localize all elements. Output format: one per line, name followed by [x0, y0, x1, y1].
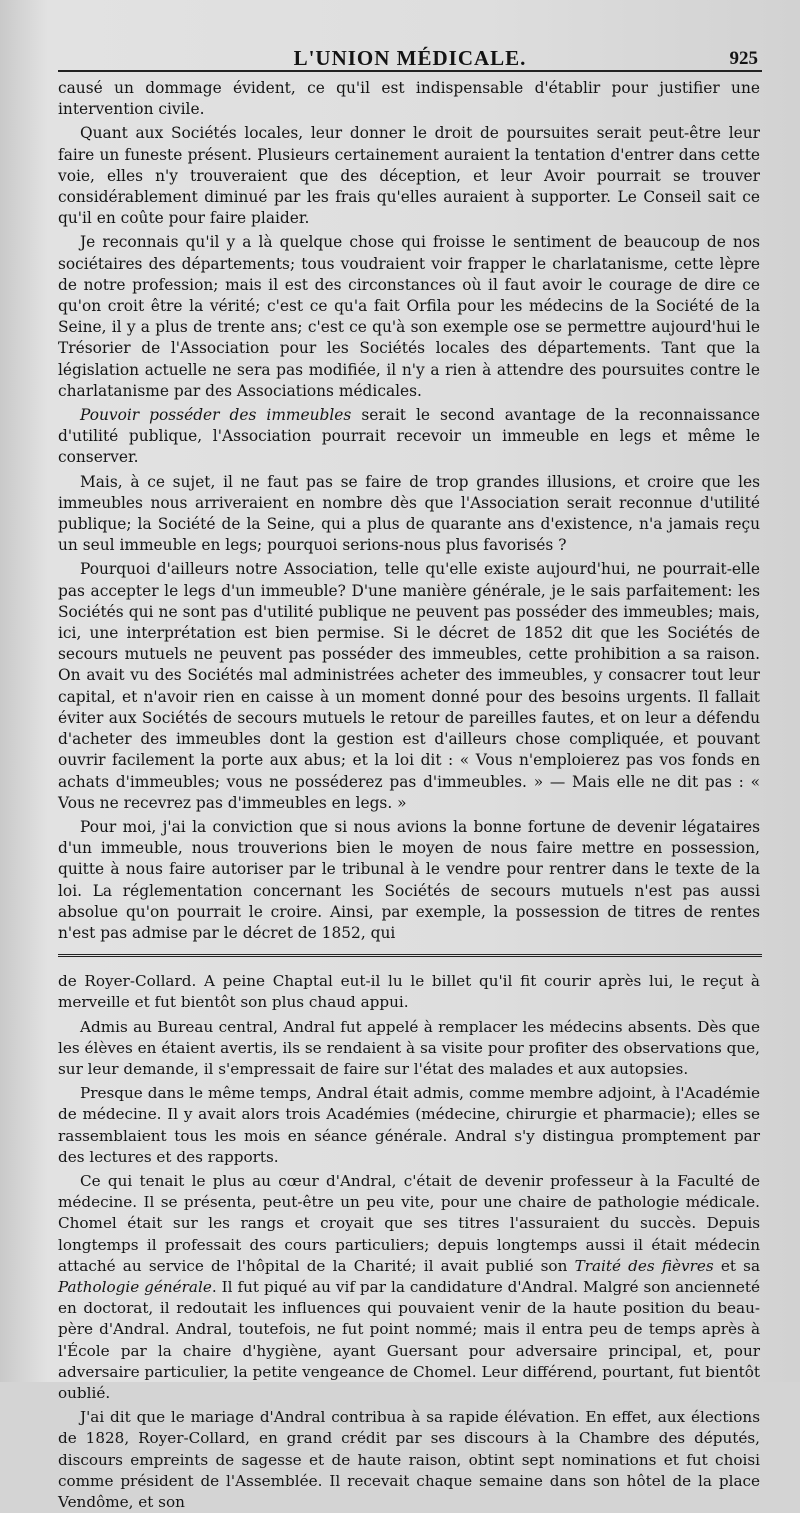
paragraph: Quant aux Sociétés locales, leur donner le droit de poursuites serait peut-être leur faire un funeste présent. Plusieurs certainement auraient la tentation d'entrer dans cette voie, elles n'y trouveraient que des déception, et leur Avoir pourrait se trouver considérablement diminué par les frais qu'elles auraient à supporter. Le Conseil sait ce qu'il en coûte pour faire plaider. — [58, 124, 760, 228]
feuilleton-divider — [58, 954, 762, 959]
journal-title: L'UNION MÉDICALE. — [293, 46, 527, 70]
italic-phrase: Pouvoir posséder des immeubles — [80, 406, 352, 425]
paragraph-text: . Il fut piqué au vif par la candidature d'Andral. Malgré son ancienneté en doctorat, il redoutait les influences qui pouvaient venir de la haute position du beau-père d'Andral. Andral, toutefois, ne fut point nommé; mais il entra peu de temps après à l'École par la chaire d'hygiène, ayant Guersant pour adversaire principal, et, pour adversaire particulier, la petite vengeance de Chomel. Leur différend, pourtant, fut bientôt oublié. — [58, 1277, 761, 1402]
main-article — [58, 78, 762, 944]
paragraph: de Royer-Collard. A peine Chaptal eut-il lu le billet qu'il fit courir après lui, le reçut à merveille et fut bientôt son plus chaud appui. — [58, 972, 760, 1012]
paragraph-text: Ce qui tenait le plus au cœur d'Andral, c'était de devenir professeur à la Faculté de médecine. Il se présenta, peut-être un peu vite, pour une chaire de pathologie médicale. Chomel était sur les rangs et croyait que ses titres l'assuraient du succès. Depuis longtemps il professait des cours particuliers; depuis longtemps aussi il était médecin attaché au service de l'hôpital de la Charité; il avait publié son — [58, 1171, 760, 1275]
paragraph — [58, 405, 760, 469]
paragraph: Pourquoi d'ailleurs notre Association, telle qu'elle existe aujourd'hui, ne pourrait-elle pas accepter le legs d'un immeuble? D'une manière générale, je le sais parfaitement: les Sociétés qui ne sont pas d'utilité publique ne peuvent pas posséder des immeubles; mais, ici, une interprétation est bien permise. Si le décret de 1852 dit que les Sociétés de secours mutuels ne peuvent pas posséder des immeubles, cette prohibition a sa raison. On avait vu des Sociétés mal administrées acheter des immeubles, y consacrer tout leur capital, et n'avoir rien en caisse à un moment donné pour des besoins urgents. Il fallait éviter aux Sociétés de secours mutuels le retour de pareilles fautes, et on leur a défendu d'acheter des immeubles dont la gestion est d'ailleurs chose compliquée, et pouvant ouvrir facilement la porte aux abus; et la loi dit : « Vous n'emploierez pas vos fonds en achats d'immeubles; vous ne posséderez pas d'immeubles. » — Mais elle ne dit pas : « Vous ne recevrez pas d'immeubles en legs. » — [58, 560, 760, 812]
book-title: Traité des fièvres — [574, 1256, 714, 1275]
feuilleton — [58, 971, 762, 1513]
paragraph: Admis au Bureau central, Andral fut appelé à remplacer les médecins absents. Dès que les élèves en étaient avertis, ils se rendaient à sa visite pour profiter des observations que, sur leur demande, il s'empressait de faire sur l'état des malades et aux autopsies. — [58, 1017, 760, 1078]
running-head — [58, 34, 762, 68]
paragraph: Presque dans le même temps, Andral était admis, comme membre adjoint, à l'Académie de médecine. Il y avait alors trois Académies (médecine, chirurgie et pharmacie); elles se rassemblaient tous les mois en séance générale. Andral s'y distingua promptement par des lectures et des rapports. — [58, 1084, 760, 1166]
book-title: Pathologie générale — [58, 1277, 212, 1296]
paragraph-text: et sa — [713, 1256, 760, 1275]
paragraph: Mais, à ce sujet, il ne faut pas se faire de trop grandes illusions, et croire que les immeubles nous arriveraient en nombre dès que l'Association serait reconnue d'utilité publique; la Société de la Seine, qui a plus de quarante ans d'existence, n'a jamais reçu un seul immeuble en legs; pourquoi serions-nous plus favorisés ? — [58, 472, 760, 555]
page-number: 925 — [729, 48, 758, 69]
paragraph: Je reconnais qu'il y a là quelque chose qui froisse le sentiment de beaucoup de nos sociétaires des départements; tous voudraient voir frapper le charlatanisme, cette lèpre de notre profession; mais il est des circonstances où il faut avoir le courage de dire ce qu'on croit être la vérité; c'est ce qu'a fait Orfila pour les médecins de la Société de la Seine, il y a plus de trente ans; c'est ce qu'à son exemple ose se permettre aujourd'hui le Trésorier de l'Association pour les Sociétés locales des départements. Tant que la législation actuelle ne sera pas modifiée, il n'y a rien à attendre des poursuites contre le charlatanisme par des Associations médicales. — [58, 233, 760, 400]
paragraph: J'ai dit que le mariage d'Andral contribua à sa rapide élévation. En effet, aux élections de 1828, Royer-Collard, en grand crédit par ses discours à la Chambre des députés, discours empreints de sagesse et de haute raison, obtint sept nominations et fut choisi comme président de l'Assemblée. Il recevait chaque semaine dans son hôtel de la place Vendôme, et son — [58, 1408, 760, 1511]
paragraph-text: serait le second avantage de la reconnaissance d'utilité publique, l'Association pourrait recevoir un immeuble en legs et même le conserver. — [58, 406, 760, 467]
paragraph: Pour moi, j'ai la conviction que si nous avions la bonne fortune de devenir légataires d'un immeuble, nous trouverions bien le moyen de nous faire mettre en possession, quitte à nous faire autoriser par le tribunal à le vendre pour rentrer dans le texte de la loi. La réglementation concernant les Sociétés de secours mutuels n'est pas aussi absolue qu'on pourrait le croire. Ainsi, par exemple, la possession de titres de rentes n'est pas admise par le décret de 1852, qui — [58, 817, 760, 942]
paragraph — [58, 1171, 760, 1404]
paragraph: causé un dommage évident, ce qu'il est indispensable d'établir pour justifier une intervention civile. — [58, 79, 760, 119]
